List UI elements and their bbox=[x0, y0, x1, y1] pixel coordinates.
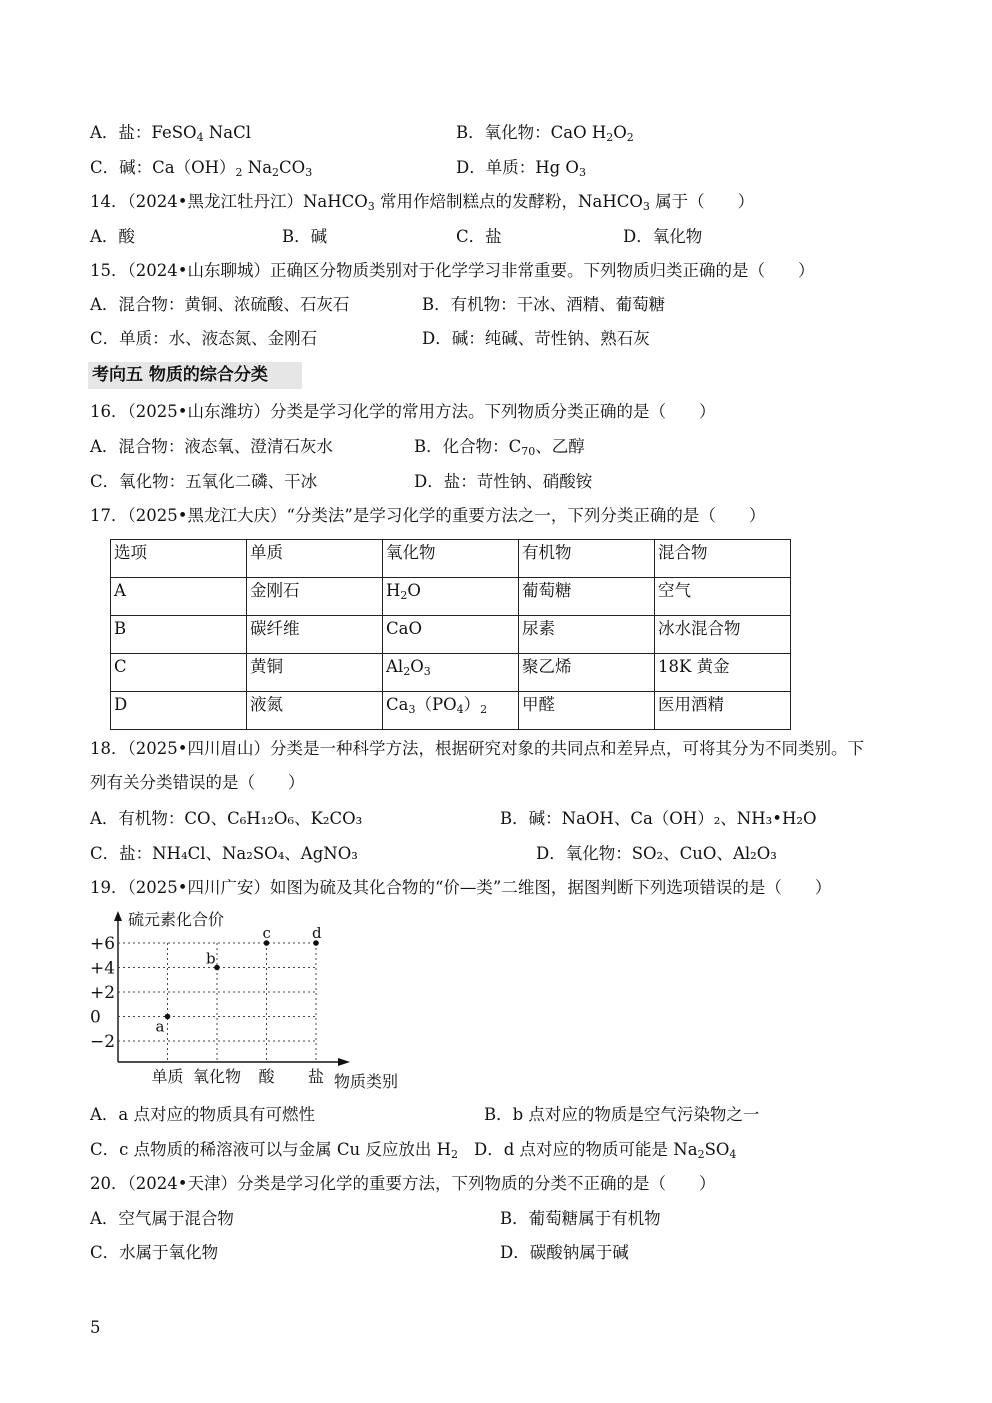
q18-stem-line2: 列有关分类错误的是（ ） bbox=[90, 773, 305, 792]
q19-option-a: A．a 点对应的物质具有可燃性 bbox=[90, 1105, 315, 1124]
table-cell: A bbox=[111, 578, 247, 616]
data-point-label: b bbox=[206, 949, 216, 968]
q19-stem: 19．（2025•四川广安）如图为硫及其化合物的“价—类”二维图，据图判断下列选项错误的是（ ） bbox=[90, 878, 832, 897]
x-tick-label: 单质 bbox=[151, 1067, 184, 1086]
y-tick-label: +6 bbox=[90, 934, 116, 954]
table-header-cell: 混合物 bbox=[655, 540, 791, 578]
section-header bbox=[88, 362, 302, 389]
q19-option-c: C．c 点物质的稀溶液可以与金属 Cu 反应放出 $H_2$ bbox=[90, 1140, 458, 1161]
q15-option-a: A．混合物：黄铜、浓硫酸、石灰石 bbox=[90, 295, 350, 314]
table-cell: C bbox=[111, 654, 247, 692]
q20-stem: 20．（2024•天津）分类是学习化学的重要方法，下列物质的分类不正确的是（ ） bbox=[90, 1174, 716, 1193]
table-header-cell: 选项 bbox=[111, 540, 247, 578]
q13-option-b: B．氧化物：CaO $H_2O_2$ bbox=[456, 123, 634, 144]
y-tick-label: −2 bbox=[90, 1032, 116, 1052]
q14-stem: 14．（2024•黑龙江牡丹江）NaHCO$_3$ 常用作焙制糕点的发酵粉，NaHCO$_3$ 属于（ ） bbox=[90, 192, 755, 213]
q16-stem: 16．（2025•山东潍坊）分类是学习化学的常用方法。下列物质分类正确的是（ ） bbox=[90, 402, 716, 421]
q13-option-c: C．碱：$Ca(OH)_2$ $Na_2CO_3$ bbox=[90, 158, 313, 179]
table-cell: 甲醛 bbox=[519, 692, 655, 730]
x-axis-arrow bbox=[338, 1058, 350, 1066]
data-point-label: c bbox=[262, 924, 271, 942]
table-row bbox=[111, 692, 791, 730]
page-number: 5 bbox=[90, 1318, 101, 1337]
q14-option-c: C．盐 bbox=[456, 227, 502, 246]
q18-option-a: A．有机物：CO、C₆H₁₂O₆、K₂CO₃ bbox=[90, 809, 363, 828]
q18-option-b: B．碱：NaOH、Ca（OH）₂、NH₃•H₂O bbox=[500, 809, 817, 828]
data-point-label: d bbox=[312, 924, 322, 942]
q20-option-b: B．葡萄糖属于有机物 bbox=[500, 1209, 661, 1228]
q13-option-d: D．单质：Hg $O_3$ bbox=[456, 158, 586, 179]
q18-stem-line1: 18．（2025•四川眉山）分类是一种科学方法，根据研究对象的共同点和差异点，可将其分为不同类别。下 bbox=[90, 739, 864, 758]
q20-option-d: D．碳酸钠属于碱 bbox=[500, 1243, 629, 1262]
data-point-label: a bbox=[155, 1017, 165, 1036]
table-cell: B bbox=[111, 616, 247, 654]
q15-option-b: B．有机物：干冰、酒精、葡萄糖 bbox=[422, 295, 666, 314]
q13-option-a: A．盐：FeSO$_4$ NaCl bbox=[90, 123, 251, 144]
q17-stem: 17．（2025•黑龙江大庆）“分类法”是学习化学的重要方法之一，下列分类正确的是（ ） bbox=[90, 506, 766, 525]
x-tick-label: 盐 bbox=[307, 1067, 325, 1086]
q15-option-c: C．单质：水、液态氮、金刚石 bbox=[90, 329, 318, 348]
q19-option-b: B．b 点对应的物质是空气污染物之一 bbox=[484, 1105, 760, 1124]
table-cell: 冰水混合物 bbox=[655, 616, 791, 654]
table-cell: 金刚石 bbox=[247, 578, 383, 616]
table-cell: $Ca_3(PO_4)_2$ bbox=[383, 692, 519, 730]
table-cell: 液氮 bbox=[247, 692, 383, 730]
q16-option-c: C．氧化物：五氧化二磷、干冰 bbox=[90, 472, 318, 491]
table-cell: 碳纤维 bbox=[247, 616, 383, 654]
q20-option-c: C．水属于氧化物 bbox=[90, 1243, 219, 1262]
q14-option-b: B．碱 bbox=[282, 227, 328, 246]
table-cell: 聚乙烯 bbox=[519, 654, 655, 692]
y-axis-title: 硫元素化合价 bbox=[128, 910, 225, 929]
q15-stem: 15．（2024•山东聊城）正确区分物质类别对于化学学习非常重要。下列物质归类正确的是（ ） bbox=[90, 261, 815, 280]
y-tick-label: 0 bbox=[90, 1007, 101, 1028]
y-axis-arrow bbox=[114, 911, 122, 921]
table-header-cell: 有机物 bbox=[519, 540, 655, 578]
classification-table bbox=[110, 539, 791, 730]
table-cell: 黄铜 bbox=[247, 654, 383, 692]
table-cell: 医用酒精 bbox=[655, 692, 791, 730]
table-cell: $H_2O$ bbox=[383, 578, 519, 616]
table-cell: 尿素 bbox=[519, 616, 655, 654]
q19-option-d: D．d 点对应的物质可能是 $Na_2SO_4$ bbox=[474, 1140, 737, 1161]
q14-option-d: D．氧化物 bbox=[623, 227, 703, 246]
table-header-row bbox=[111, 540, 791, 578]
table-header-cell: 单质 bbox=[247, 540, 383, 578]
q16-option-d: D．盐：苛性钠、硝酸铵 bbox=[414, 472, 593, 491]
table-row bbox=[111, 578, 791, 616]
section-title: 考向五 物质的综合分类 bbox=[92, 365, 268, 385]
data-point bbox=[165, 1014, 171, 1020]
table-row bbox=[111, 654, 791, 692]
q14-option-a: A．酸 bbox=[90, 227, 135, 246]
q18-option-d: D．氧化物：SO₂、CuO、Al₂O₃ bbox=[536, 844, 777, 863]
valence-class-chart bbox=[88, 905, 418, 1095]
q16-option-a: A．混合物：液态氧、澄清石灰水 bbox=[90, 437, 333, 456]
q16-option-b: B．化合物：$C_{70}$、乙醇 bbox=[414, 437, 585, 458]
table-cell: 18K 黄金 bbox=[655, 654, 791, 692]
table-cell: CaO bbox=[383, 616, 519, 654]
table-row bbox=[111, 616, 791, 654]
table-cell: $Al_2O_3$ bbox=[383, 654, 519, 692]
x-tick-label: 氧化物 bbox=[192, 1067, 242, 1086]
y-tick-label: +4 bbox=[90, 958, 116, 979]
q20-option-a: A．空气属于混合物 bbox=[90, 1209, 234, 1228]
q15-option-d: D．碱：纯碱、苛性钠、熟石灰 bbox=[422, 329, 650, 348]
x-tick-label: 酸 bbox=[258, 1067, 275, 1086]
table-cell: 葡萄糖 bbox=[519, 578, 655, 616]
table-header-cell: 氧化物 bbox=[383, 540, 519, 578]
table-cell: D bbox=[111, 692, 247, 730]
x-axis-title: 物质类别 bbox=[334, 1072, 399, 1091]
y-tick-label: +2 bbox=[90, 983, 116, 1003]
table-cell: 空气 bbox=[655, 578, 791, 616]
q18-option-c: C．盐：NH₄Cl、Na₂SO₄、AgNO₃ bbox=[90, 844, 358, 863]
